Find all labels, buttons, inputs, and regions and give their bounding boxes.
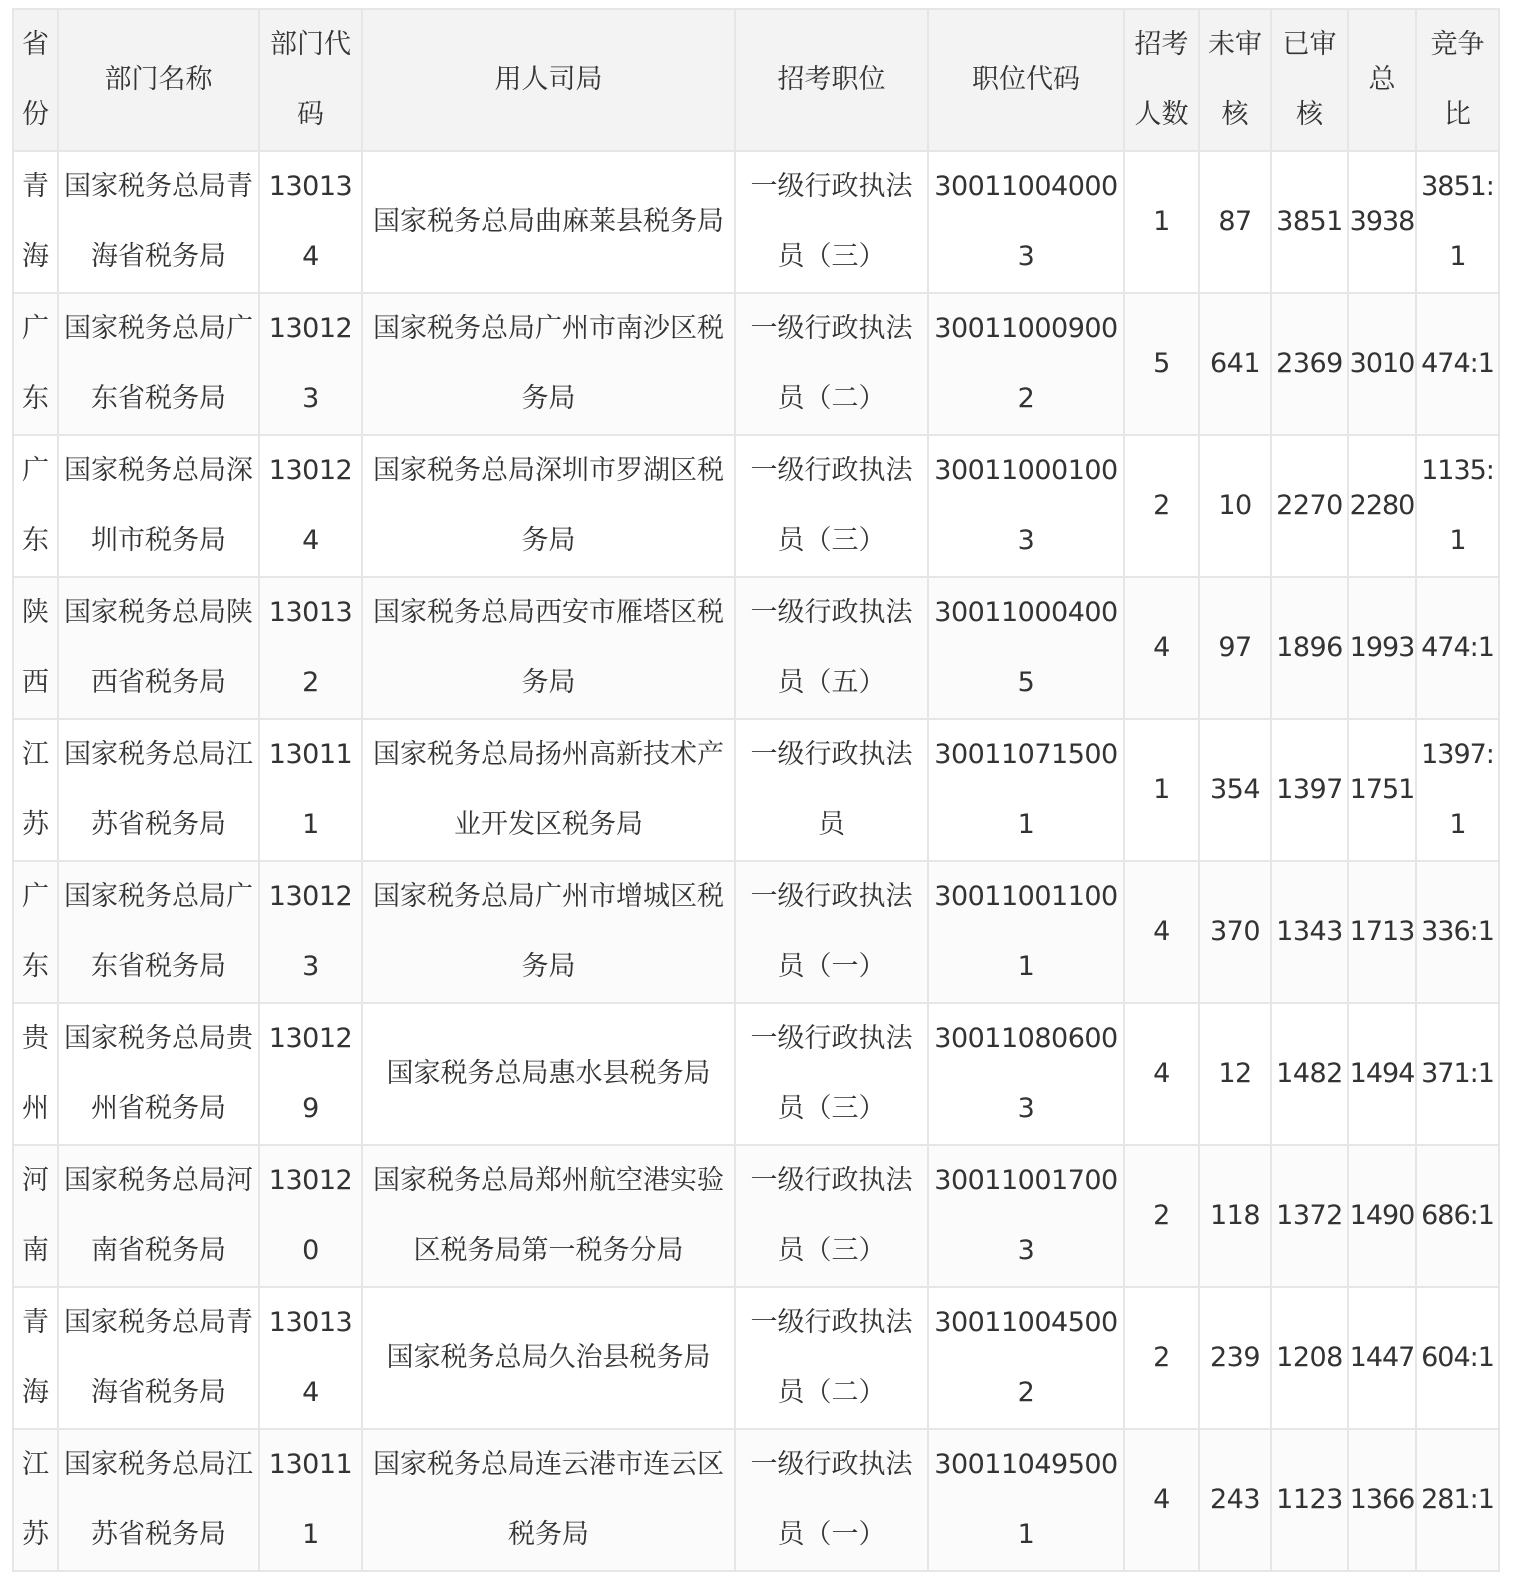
header-bureau: 用人司局 bbox=[362, 9, 735, 151]
cell-dept-name: 国家税务总局青海省税务局 bbox=[58, 1287, 259, 1429]
cell-province: 江苏 bbox=[13, 1429, 58, 1571]
header-province: 省份 bbox=[13, 9, 58, 151]
cell-reviewed: 1343 bbox=[1271, 861, 1348, 1003]
cell-ratio: 3851:1 bbox=[1416, 151, 1499, 293]
cell-bureau: 国家税务总局扬州高新技术产业开发区税务局 bbox=[362, 719, 735, 861]
cell-position-code: 300110715001 bbox=[928, 719, 1124, 861]
table-row bbox=[13, 1145, 1499, 1287]
cell-province: 青海 bbox=[13, 151, 58, 293]
cell-quota: 4 bbox=[1124, 577, 1199, 719]
cell-position-code: 300110017003 bbox=[928, 1145, 1124, 1287]
cell-position: 一级行政执法员（三） bbox=[735, 1145, 928, 1287]
cell-position-code: 300110806003 bbox=[928, 1003, 1124, 1145]
cell-quota: 2 bbox=[1124, 435, 1199, 577]
cell-ratio: 474:1 bbox=[1416, 577, 1499, 719]
cell-province: 广东 bbox=[13, 861, 58, 1003]
cell-position-code: 300110495001 bbox=[928, 1429, 1124, 1571]
cell-reviewed: 1372 bbox=[1271, 1145, 1348, 1287]
cell-unreviewed: 354 bbox=[1199, 719, 1271, 861]
cell-dept-name: 国家税务总局广东省税务局 bbox=[58, 293, 259, 435]
cell-total: 1494 bbox=[1348, 1003, 1416, 1145]
cell-ratio: 371:1 bbox=[1416, 1003, 1499, 1145]
cell-quota: 1 bbox=[1124, 151, 1199, 293]
cell-position: 一级行政执法员（一） bbox=[735, 861, 928, 1003]
cell-bureau: 国家税务总局久治县税务局 bbox=[362, 1287, 735, 1429]
cell-dept-name: 国家税务总局深圳市税务局 bbox=[58, 435, 259, 577]
cell-province: 贵州 bbox=[13, 1003, 58, 1145]
cell-dept-name: 国家税务总局广东省税务局 bbox=[58, 861, 259, 1003]
cell-dept-code: 130123 bbox=[259, 861, 362, 1003]
cell-reviewed: 1896 bbox=[1271, 577, 1348, 719]
cell-dept-code: 130123 bbox=[259, 293, 362, 435]
cell-position: 一级行政执法员（二） bbox=[735, 293, 928, 435]
cell-dept-name: 国家税务总局江苏省税务局 bbox=[58, 1429, 259, 1571]
table-row bbox=[13, 293, 1499, 435]
cell-position: 一级行政执法员（三） bbox=[735, 435, 928, 577]
cell-dept-name: 国家税务总局河南省税务局 bbox=[58, 1145, 259, 1287]
cell-ratio: 686:1 bbox=[1416, 1145, 1499, 1287]
header-reviewed: 已审核 bbox=[1271, 9, 1348, 151]
table-row bbox=[13, 1003, 1499, 1145]
cell-position: 一级行政执法员（三） bbox=[735, 151, 928, 293]
header-dept-name: 部门名称 bbox=[58, 9, 259, 151]
cell-unreviewed: 12 bbox=[1199, 1003, 1271, 1145]
cell-reviewed: 2270 bbox=[1271, 435, 1348, 577]
cell-total: 1713 bbox=[1348, 861, 1416, 1003]
cell-position-code: 300110040003 bbox=[928, 151, 1124, 293]
cell-bureau: 国家税务总局曲麻莱县税务局 bbox=[362, 151, 735, 293]
recruitment-table bbox=[12, 8, 1500, 1572]
cell-province: 陕西 bbox=[13, 577, 58, 719]
cell-position-code: 300110045002 bbox=[928, 1287, 1124, 1429]
cell-total: 1490 bbox=[1348, 1145, 1416, 1287]
header-dept-code: 部门代码 bbox=[259, 9, 362, 151]
cell-bureau: 国家税务总局郑州航空港实验区税务局第一税务分局 bbox=[362, 1145, 735, 1287]
cell-total: 1366 bbox=[1348, 1429, 1416, 1571]
header-position: 招考职位 bbox=[735, 9, 928, 151]
table-row bbox=[13, 151, 1499, 293]
header-total: 总 bbox=[1348, 9, 1416, 151]
cell-quota: 5 bbox=[1124, 293, 1199, 435]
cell-dept-code: 130134 bbox=[259, 151, 362, 293]
cell-position: 一级行政执法员 bbox=[735, 719, 928, 861]
cell-unreviewed: 370 bbox=[1199, 861, 1271, 1003]
cell-bureau: 国家税务总局惠水县税务局 bbox=[362, 1003, 735, 1145]
table-row bbox=[13, 861, 1499, 1003]
cell-position-code: 300110009002 bbox=[928, 293, 1124, 435]
cell-quota: 1 bbox=[1124, 719, 1199, 861]
cell-dept-code: 130120 bbox=[259, 1145, 362, 1287]
cell-bureau: 国家税务总局广州市增城区税务局 bbox=[362, 861, 735, 1003]
cell-dept-name: 国家税务总局青海省税务局 bbox=[58, 151, 259, 293]
cell-unreviewed: 118 bbox=[1199, 1145, 1271, 1287]
cell-position-code: 300110001003 bbox=[928, 435, 1124, 577]
header-row bbox=[13, 9, 1499, 151]
cell-dept-code: 130129 bbox=[259, 1003, 362, 1145]
table-body bbox=[13, 151, 1499, 1571]
cell-quota: 4 bbox=[1124, 1429, 1199, 1571]
cell-ratio: 1397:1 bbox=[1416, 719, 1499, 861]
cell-position: 一级行政执法员（一） bbox=[735, 1429, 928, 1571]
cell-dept-code: 130111 bbox=[259, 1429, 362, 1571]
cell-ratio: 1135:1 bbox=[1416, 435, 1499, 577]
cell-position: 一级行政执法员（五） bbox=[735, 577, 928, 719]
cell-reviewed: 1482 bbox=[1271, 1003, 1348, 1145]
cell-bureau: 国家税务总局深圳市罗湖区税务局 bbox=[362, 435, 735, 577]
header-position-code: 职位代码 bbox=[928, 9, 1124, 151]
table-row bbox=[13, 1287, 1499, 1429]
cell-province: 青海 bbox=[13, 1287, 58, 1429]
cell-unreviewed: 239 bbox=[1199, 1287, 1271, 1429]
cell-total: 2280 bbox=[1348, 435, 1416, 577]
cell-reviewed: 1123 bbox=[1271, 1429, 1348, 1571]
cell-quota: 4 bbox=[1124, 861, 1199, 1003]
cell-dept-name: 国家税务总局江苏省税务局 bbox=[58, 719, 259, 861]
cell-unreviewed: 10 bbox=[1199, 435, 1271, 577]
cell-dept-code: 130132 bbox=[259, 577, 362, 719]
cell-quota: 2 bbox=[1124, 1145, 1199, 1287]
cell-dept-name: 国家税务总局陕西省税务局 bbox=[58, 577, 259, 719]
cell-position: 一级行政执法员（三） bbox=[735, 1003, 928, 1145]
cell-bureau: 国家税务总局广州市南沙区税务局 bbox=[362, 293, 735, 435]
cell-total: 1751 bbox=[1348, 719, 1416, 861]
cell-unreviewed: 243 bbox=[1199, 1429, 1271, 1571]
cell-bureau: 国家税务总局西安市雁塔区税务局 bbox=[362, 577, 735, 719]
table-row bbox=[13, 719, 1499, 861]
cell-dept-code: 130124 bbox=[259, 435, 362, 577]
header-ratio: 竞争比 bbox=[1416, 9, 1499, 151]
cell-province: 河南 bbox=[13, 1145, 58, 1287]
table-row bbox=[13, 577, 1499, 719]
cell-dept-code: 130134 bbox=[259, 1287, 362, 1429]
cell-reviewed: 1397 bbox=[1271, 719, 1348, 861]
cell-reviewed: 1208 bbox=[1271, 1287, 1348, 1429]
cell-unreviewed: 641 bbox=[1199, 293, 1271, 435]
cell-province: 广东 bbox=[13, 293, 58, 435]
cell-province: 广东 bbox=[13, 435, 58, 577]
table-row bbox=[13, 435, 1499, 577]
cell-quota: 2 bbox=[1124, 1287, 1199, 1429]
cell-dept-code: 130111 bbox=[259, 719, 362, 861]
cell-total: 1447 bbox=[1348, 1287, 1416, 1429]
cell-reviewed: 3851 bbox=[1271, 151, 1348, 293]
cell-total: 3010 bbox=[1348, 293, 1416, 435]
cell-province: 江苏 bbox=[13, 719, 58, 861]
cell-total: 1993 bbox=[1348, 577, 1416, 719]
cell-position-code: 300110011001 bbox=[928, 861, 1124, 1003]
header-quota: 招考人数 bbox=[1124, 9, 1199, 151]
cell-ratio: 474:1 bbox=[1416, 293, 1499, 435]
cell-ratio: 336:1 bbox=[1416, 861, 1499, 1003]
cell-unreviewed: 97 bbox=[1199, 577, 1271, 719]
cell-bureau: 国家税务总局连云港市连云区税务局 bbox=[362, 1429, 735, 1571]
cell-dept-name: 国家税务总局贵州省税务局 bbox=[58, 1003, 259, 1145]
cell-reviewed: 2369 bbox=[1271, 293, 1348, 435]
cell-quota: 4 bbox=[1124, 1003, 1199, 1145]
cell-ratio: 281:1 bbox=[1416, 1429, 1499, 1571]
table-wrapper bbox=[12, 8, 1500, 1572]
cell-position: 一级行政执法员（二） bbox=[735, 1287, 928, 1429]
table-row bbox=[13, 1429, 1499, 1571]
header-unreviewed: 未审核 bbox=[1199, 9, 1271, 151]
cell-total: 3938 bbox=[1348, 151, 1416, 293]
cell-position-code: 300110004005 bbox=[928, 577, 1124, 719]
cell-ratio: 604:1 bbox=[1416, 1287, 1499, 1429]
cell-unreviewed: 87 bbox=[1199, 151, 1271, 293]
